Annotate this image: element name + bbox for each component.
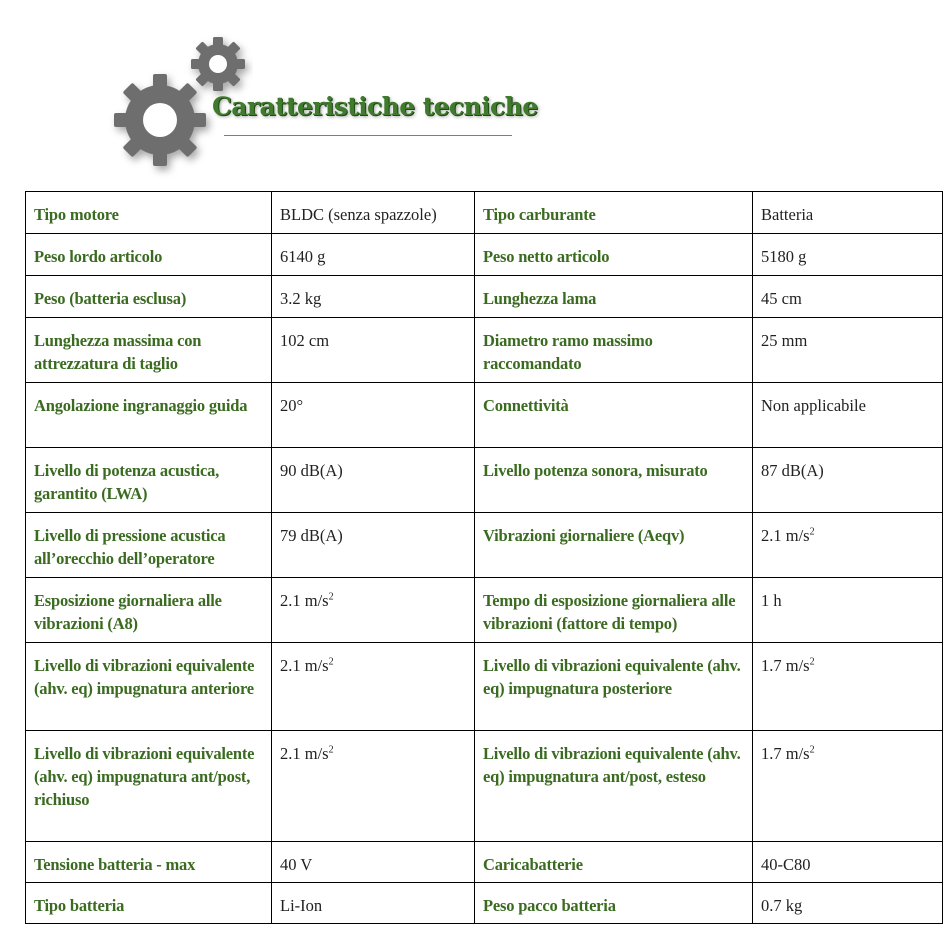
spec-value-text: 1.7 m/s: [761, 656, 810, 675]
spec-value-text: 45 cm: [761, 289, 802, 308]
spec-value-text: 0.7 kg: [761, 896, 803, 915]
spec-value: [753, 192, 943, 234]
spec-value: [753, 448, 943, 513]
spec-value: [753, 276, 943, 318]
spec-label: Peso (batteria esclusa): [26, 276, 272, 318]
spec-label: Tensione batteria - max: [26, 842, 272, 883]
spec-value: [272, 448, 475, 513]
spec-value-text: Batteria: [761, 205, 814, 224]
spec-value-text: 2.1 m/s: [280, 656, 329, 675]
spec-label: Connettività: [475, 383, 753, 448]
spec-value: [272, 578, 475, 643]
table-row: [26, 448, 943, 513]
spec-value-text: 90 dB(A): [280, 461, 343, 480]
spec-value: [753, 883, 943, 924]
spec-label: Lunghezza lama: [475, 276, 753, 318]
spec-value-text: Non applicabile: [761, 396, 866, 415]
spec-value: [272, 842, 475, 883]
specs-table: [25, 191, 943, 924]
table-row: [26, 731, 943, 842]
spec-label: Peso pacco batteria: [475, 883, 753, 924]
spec-value: [753, 513, 943, 578]
spec-label: Peso netto articolo: [475, 234, 753, 276]
spec-label: Livello di vibrazioni equivalente (ahv. eq) impugnatura anteriore: [26, 643, 272, 731]
table-row: [26, 192, 943, 234]
spec-value: [753, 578, 943, 643]
spec-value: [753, 842, 943, 883]
spec-value-text: Li-Ion: [280, 896, 323, 915]
spec-value-text: 40-C80: [761, 855, 811, 874]
spec-label: Peso lordo articolo: [26, 234, 272, 276]
spec-value: [272, 192, 475, 234]
spec-value-text: 20°: [280, 396, 304, 415]
spec-label: Livello di potenza acustica, garantito (LWA): [26, 448, 272, 513]
spec-value: [753, 643, 943, 731]
table-row: [26, 643, 943, 731]
spec-value-text: 102 cm: [280, 331, 330, 350]
page-header: [0, 0, 950, 190]
spec-value-text: 1.7 m/s: [761, 744, 810, 763]
spec-label: Angolazione ingranaggio guida: [26, 383, 272, 448]
spec-value: [272, 383, 475, 448]
spec-value: [753, 318, 943, 383]
spec-label: Livello potenza sonora, misurato: [475, 448, 753, 513]
table-row: [26, 383, 943, 448]
spec-value: [753, 383, 943, 448]
spec-label: Lunghezza massima con attrezzatura di taglio: [26, 318, 272, 383]
spec-label: Esposizione giornaliera alle vibrazioni (A8): [26, 578, 272, 643]
spec-value-exponent: 2: [328, 591, 334, 603]
spec-value-text: 2.1 m/s: [280, 744, 329, 763]
spec-label: Vibrazioni giornaliere (Aeqv): [475, 513, 753, 578]
table-row: [26, 883, 943, 924]
spec-value: [753, 234, 943, 276]
spec-value-exponent: 2: [328, 656, 334, 668]
spec-label: Diametro ramo massimo raccomandato: [475, 318, 753, 383]
page-title: Caratteristiche tecniche: [212, 92, 538, 121]
spec-label: Livello di vibrazioni equivalente (ahv. eq) impugnatura ant/post, esteso: [475, 731, 753, 842]
spec-value-text: 79 dB(A): [280, 526, 343, 545]
spec-label: Tempo di esposizione giornaliera alle vibrazioni (fattore di tempo): [475, 578, 753, 643]
spec-value-text: BLDC (senza spazzole): [280, 205, 437, 224]
table-row: [26, 234, 943, 276]
spec-value: [272, 883, 475, 924]
spec-value-text: 87 dB(A): [761, 461, 824, 480]
spec-value-text: 6140 g: [280, 247, 326, 266]
table-row: [26, 578, 943, 643]
spec-value: [272, 513, 475, 578]
spec-value-text: 40 V: [280, 855, 313, 874]
spec-label: Tipo carburante: [475, 192, 753, 234]
spec-value-exponent: 2: [809, 744, 815, 756]
spec-value: [753, 731, 943, 842]
table-row: [26, 842, 943, 883]
spec-value-text: 5180 g: [761, 247, 807, 266]
spec-label: Caricabatterie: [475, 842, 753, 883]
spec-label: Tipo batteria: [26, 883, 272, 924]
spec-value-text: 3.2 kg: [280, 289, 322, 308]
spec-label: Livello di vibrazioni equivalente (ahv. eq) impugnatura ant/post, richiuso: [26, 731, 272, 842]
spec-value-exponent: 2: [809, 526, 815, 538]
title-underline: [224, 135, 512, 136]
spec-value-text: 25 mm: [761, 331, 808, 350]
spec-value: [272, 234, 475, 276]
spec-value: [272, 731, 475, 842]
table-row: [26, 318, 943, 383]
table-row: [26, 276, 943, 318]
spec-value-text: 2.1 m/s: [280, 591, 329, 610]
spec-value-text: 2.1 m/s: [761, 526, 810, 545]
spec-value-text: 1 h: [761, 591, 782, 610]
spec-label: Livello di vibrazioni equivalente (ahv. eq) impugnatura posteriore: [475, 643, 753, 731]
spec-value: [272, 318, 475, 383]
spec-value: [272, 643, 475, 731]
spec-value-exponent: 2: [809, 656, 815, 668]
spec-label: Tipo motore: [26, 192, 272, 234]
spec-label: Livello di pressione acustica all’orecchio dell’operatore: [26, 513, 272, 578]
spec-value-exponent: 2: [328, 744, 334, 756]
spec-value: [272, 276, 475, 318]
table-row: [26, 513, 943, 578]
